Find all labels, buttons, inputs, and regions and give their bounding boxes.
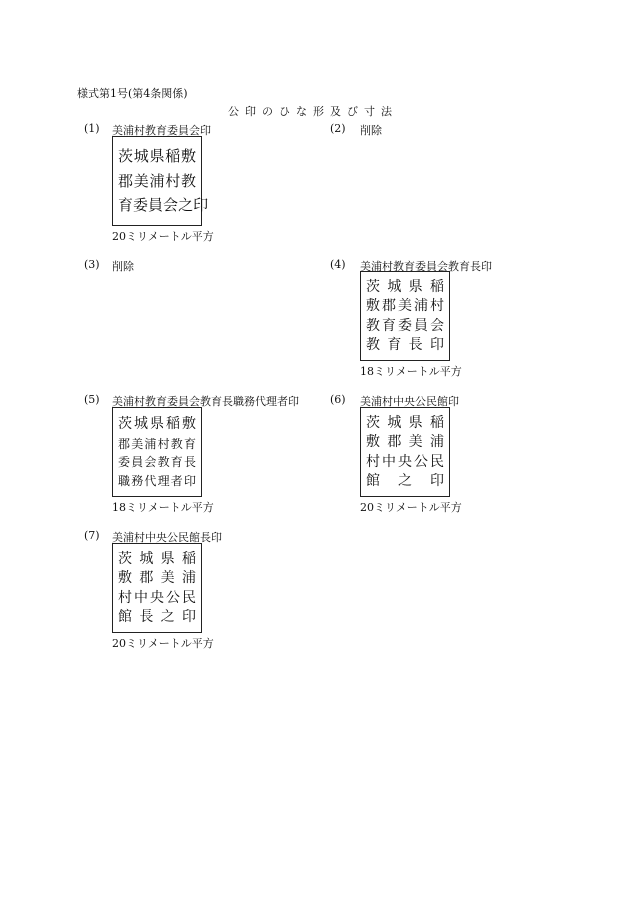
item-5-name: 美浦村教育委員会教育長職務代理者印 — [112, 395, 299, 408]
seal-7-impression — [112, 543, 202, 633]
seal-7-size: 20ミリメートル平方 — [112, 637, 214, 650]
seal-1-impression — [112, 136, 209, 226]
seal-7-line-1: 茨 城 県 稲 — [118, 550, 196, 567]
item-4-name: 美浦村教育委員会教育長印 — [360, 260, 492, 273]
item-6-number: (6) — [330, 393, 346, 406]
seal-5-line-1: 茨 城 県 稲 敷 — [118, 415, 196, 432]
seal-5-impression — [112, 407, 202, 497]
seal-6-impression — [360, 407, 450, 497]
seal-5-line-4: 職 務 代 理 者 印 — [118, 474, 196, 489]
form-label: 様式第1号(第4条関係) — [77, 87, 188, 100]
item-1-name: 美浦村教育委員会印 — [112, 124, 211, 137]
seal-4-size: 18ミリメートル平方 — [360, 365, 462, 378]
item-3-name: 削除 — [112, 260, 134, 273]
seal-6-line-1: 茨 城 県 稲 — [366, 414, 444, 431]
seal-5-line-3: 委 員 会 教 育 長 — [118, 455, 196, 470]
seal-1-size: 20ミリメートル平方 — [112, 230, 214, 243]
item-7-number: (7) — [84, 529, 100, 542]
seal-7-line-3: 村 中 央 公 民 — [118, 589, 196, 606]
item-2-name: 削除 — [360, 124, 382, 137]
seal-6-line-2: 敷 郡 美 浦 — [366, 434, 444, 451]
seal-5-line-2: 郡 美 浦 村 教 育 — [118, 436, 196, 451]
seal-7-line-2: 敷 郡 美 浦 — [118, 570, 196, 587]
item-6-name: 美浦村中央公民館印 — [360, 395, 459, 408]
seal-4-line-4: 教 育 長 印 — [366, 337, 444, 354]
seal-7-line-4: 館 長 之 印 — [118, 609, 196, 626]
item-3-number: (3) — [84, 258, 100, 271]
seal-6-line-3: 村 中 央 公 民 — [366, 453, 444, 470]
seal-4-impression — [360, 271, 450, 361]
item-2-number: (2) — [330, 122, 346, 135]
seal-4-line-2: 敷 郡 美 浦 村 — [366, 298, 444, 315]
seal-1-line-2: 郡 美 浦 村 教 — [118, 171, 196, 190]
item-1-number: (1) — [84, 122, 100, 135]
seal-4-line-3: 教 育 委 員 会 — [366, 317, 444, 334]
seal-4-line-1: 茨 城 県 稲 — [366, 278, 444, 295]
seal-1-line-1: 茨 城 県 稲 敷 — [118, 146, 196, 165]
seal-5-size: 18ミリメートル平方 — [112, 501, 214, 514]
item-4-number: (4) — [330, 258, 346, 271]
seal-1-line-3: 育 委 員 会 之 印 — [118, 196, 209, 215]
item-5-number: (5) — [84, 393, 100, 406]
seal-6-line-4: 館 之 印 — [366, 473, 444, 490]
item-7-name: 美浦村中央公民館長印 — [112, 531, 222, 544]
document-title: 公印のひな形及び寸法 — [228, 105, 398, 118]
seal-6-size: 20ミリメートル平方 — [360, 501, 462, 514]
